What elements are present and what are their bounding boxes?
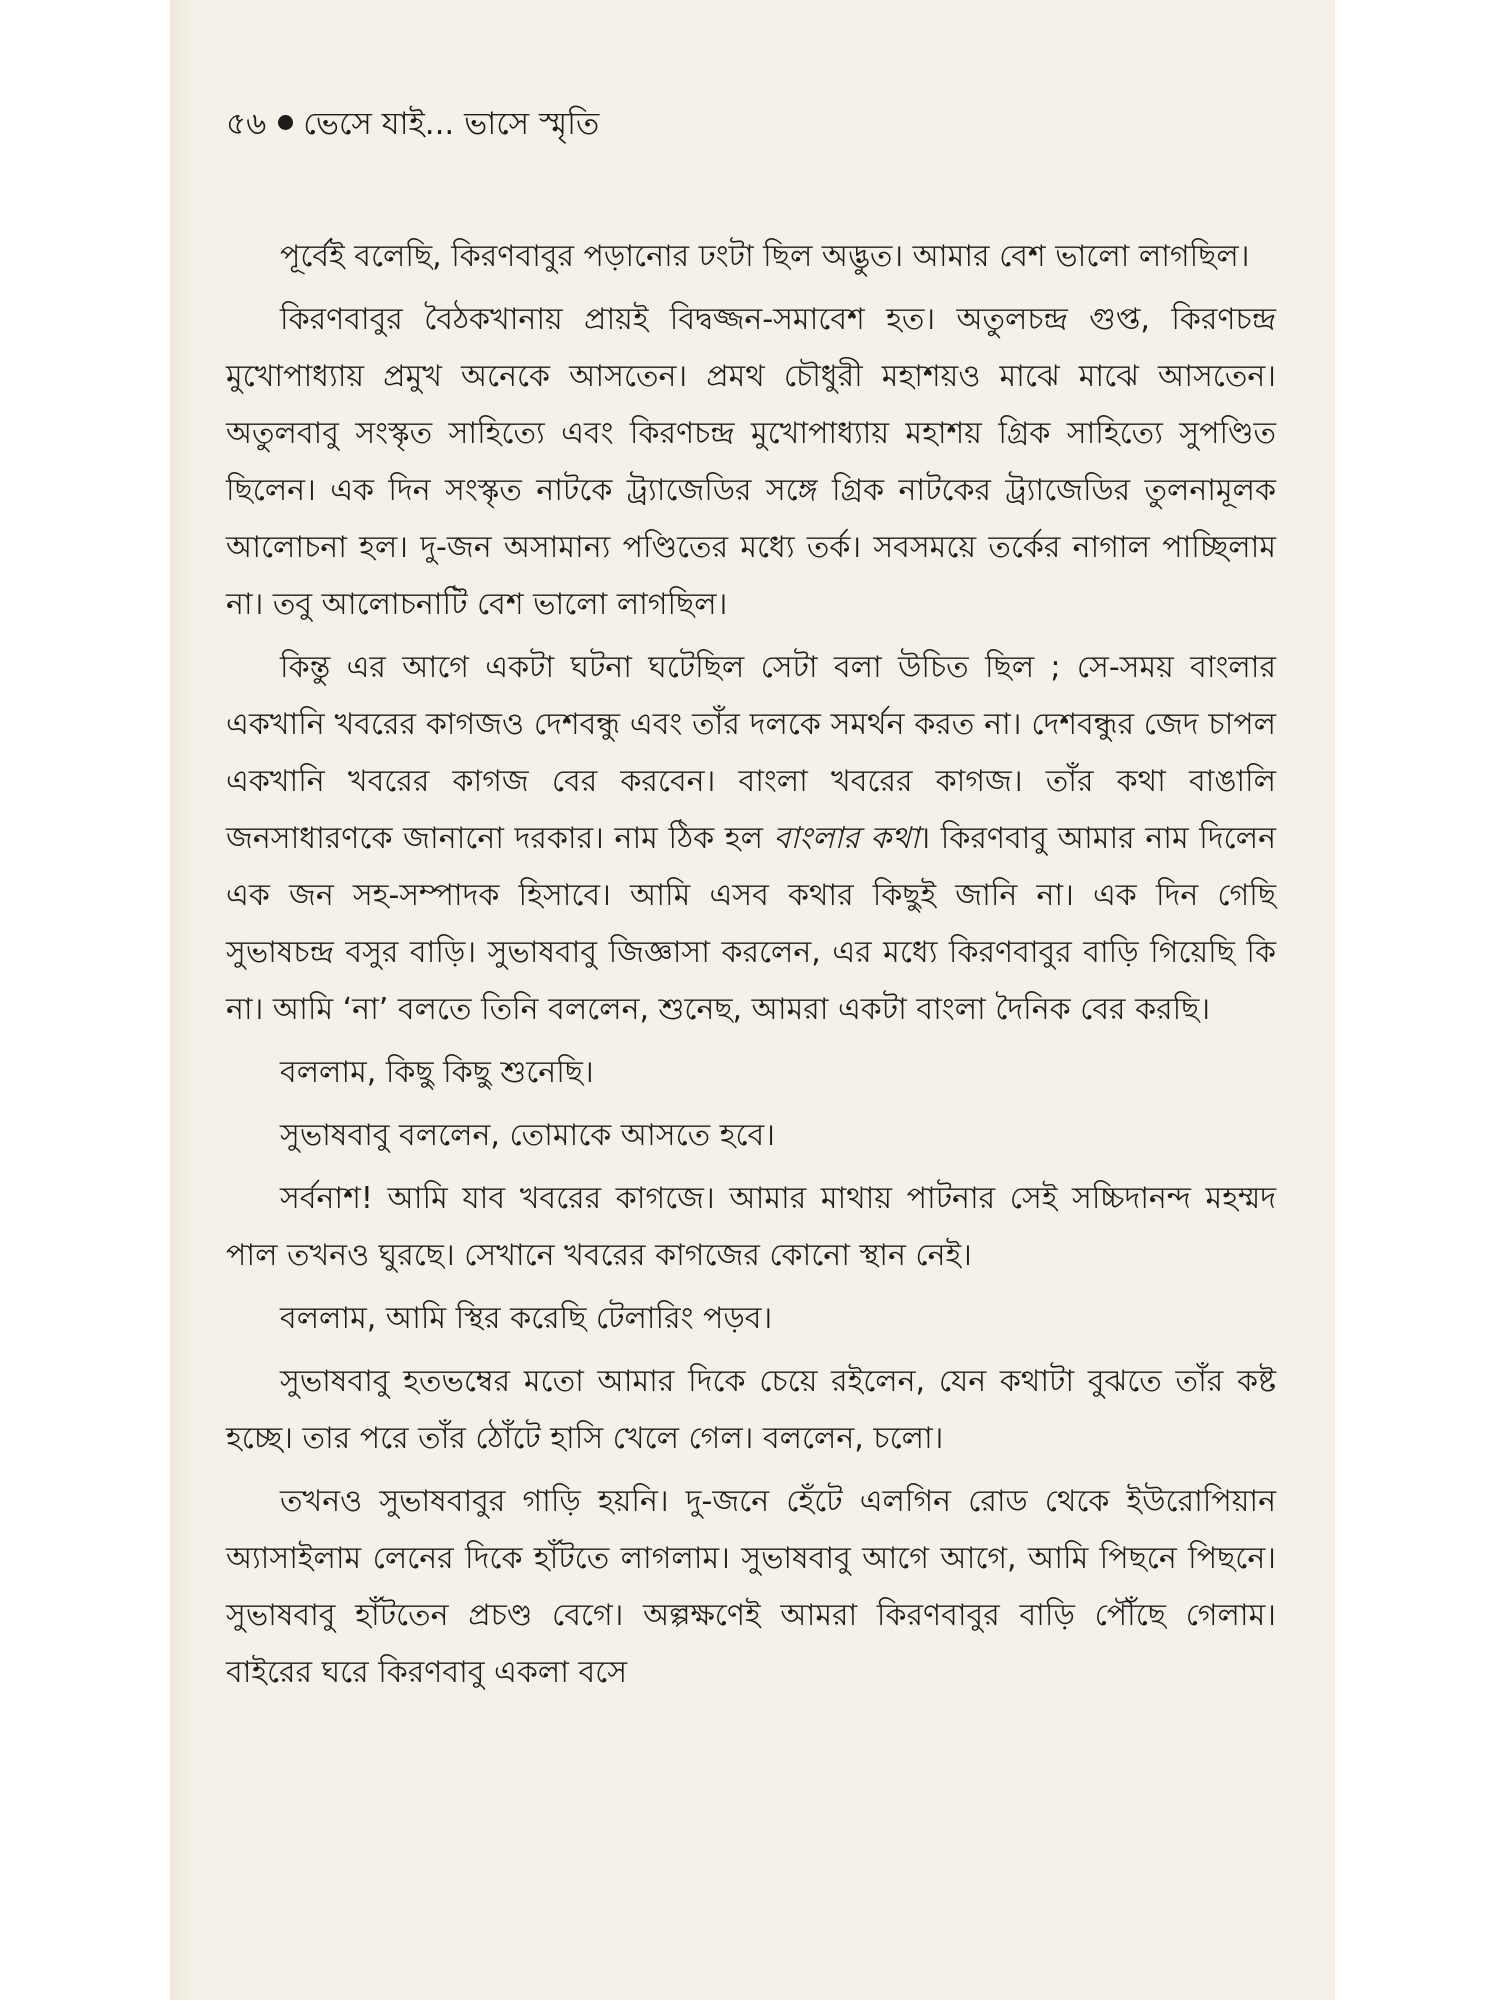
page-number: ৫৬ [226, 106, 267, 142]
paragraph-5: সুভাষবাবু বললেন, তোমাকে আসতে হবে। [280, 1118, 775, 1153]
newspaper-title: বাংলার কথা [773, 821, 920, 856]
paragraph-1: পূর্বেই বলেছি, কিরণবাবুর পড়ানোর ঢংটা ছিল অদ্ভুত। আমার বেশ ভালো লাগছিল। [280, 239, 1250, 274]
paragraph-7: বললাম, আমি স্থির করেছি টেলারিং পড়ব। [280, 1301, 773, 1336]
paragraph-3-part-1: কিন্তু এর আগে একটা ঘটনা ঘটেছিল সেটা বলা উচিত ছিল ; সে-সময় বাংলার একখানি খবরের কাগজও দেশবন্ধু এবং তাঁর দলকে সমর্থন করত না। দেশবন্ধুর জেদ চাপল একখানি খবরের কাগজ বের করবেন। বাংলা খবরের কাগজ। তাঁর কথা বাঙালি জনসাধারণকে জানানো দরকার। নাম ঠিক হল [226, 650, 1276, 856]
running-head [226, 100, 599, 152]
paragraph-3 [226, 639, 1276, 1038]
paragraph-4: বললাম, কিছু কিছু শুনেছি। [280, 1055, 594, 1090]
body-text [226, 228, 1276, 1707]
book-page [170, 0, 1335, 2000]
paragraph-6: সর্বনাশ! আমি যাব খবরের কাগজে। আমার মাথায় পাটনার সেই সচ্চিদানন্দ মহম্মদ পাল তখনও ঘুরছে। সেখানে খবরের কাগজের কোনো স্থান নেই। [226, 1181, 1276, 1273]
paragraph-3-part-2: । কিরণবাবু আমার নাম দিলেন এক জন সহ-সম্পাদক হিসাবে। আমি এসব কথার কিছুই জানি না। এক দিন গেছি সুভাষচন্দ্র বসুর বাড়ি। সুভাষবাবু জিজ্ঞাসা করলেন, এর মধ্যে কিরণবাবুর বাড়ি গিয়েছি কি না। আমি ‘না’ বলতে তিনি বললেন, শুনেছ, আমরা একটা বাংলা দৈনিক বের করছি। [226, 821, 1276, 1027]
paragraph-2: কিরণবাবুর বৈঠকখানায় প্রায়ই বিদ্বজ্জন-সমাবেশ হত। অতুলচন্দ্র গুপ্ত, কিরণচন্দ্র মুখোপাধ্যায় প্রমুখ অনেকে আসতেন। প্রমথ চৌধুরী মহাশয়ও মাঝে মাঝে আসতেন। অতুলবাবু সংস্কৃত সাহিত্যে এবং কিরণচন্দ্র মুখোপাধ্যায় মহাশয় গ্রিক সাহিত্যে সুপণ্ডিত ছিলেন। এক দিন সংস্কৃত নাটকে ট্র্যাজেডির সঙ্গে গ্রিক নাটকের ট্র্যাজেডির তুলনামূলক আলোচনা হল। দু-জন অসামান্য পণ্ডিতের মধ্যে তর্ক। সবসময়ে তর্কের নাগাল পাচ্ছিলাম না। তবু আলোচনাটি বেশ ভালো লাগছিল। [226, 302, 1276, 622]
paragraph-9: তখনও সুভাষবাবুর গাড়ি হয়নি। দু-জনে হেঁটে এলগিন রোড থেকে ইউরোপিয়ান অ্যাসাইলাম লেনের দিকে হাঁটতে লাগলাম। সুভাষবাবু আগে আগে, আমি পিছনে পিছনে। সুভাষবাবু হাঁটতেন প্রচণ্ড বেগে। অল্পক্ষণেই আমরা কিরণবাবুর বাড়ি পৌঁছে গেলাম। বাইরের ঘরে কিরণবাবু একলা বসে [226, 1484, 1276, 1690]
book-title: ভেসে যাই... ভাসে স্মৃতি [303, 106, 600, 142]
bullet-separator-icon [278, 115, 293, 130]
paragraph-8: সুভাষবাবু হতভম্বের মতো আমার দিকে চেয়ে রইলেন, যেন কথাটা বুঝতে তাঁর কষ্ট হচ্ছে। তার পরে তাঁর ঠোঁটে হাসি খেলে গেল। বললেন, চলো। [226, 1364, 1276, 1456]
